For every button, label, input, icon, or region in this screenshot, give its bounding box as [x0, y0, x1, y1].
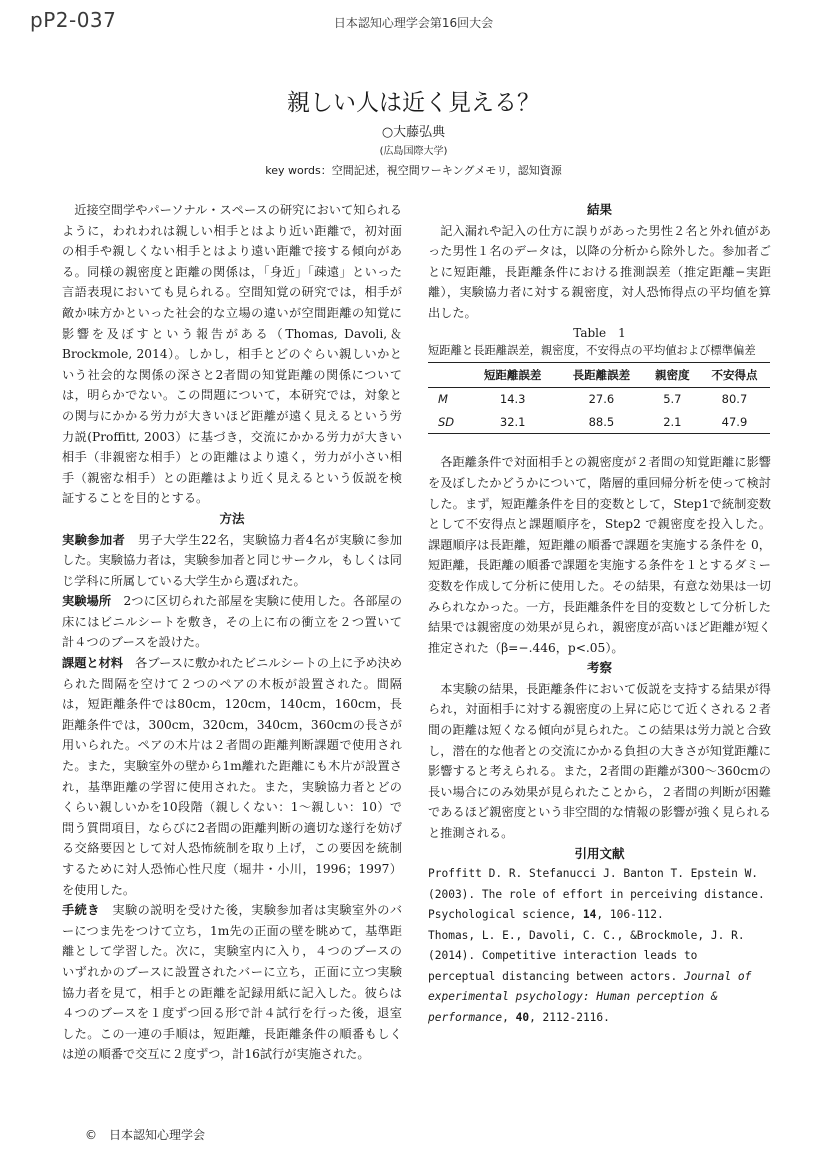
- table-cell: 14.3: [499, 392, 526, 407]
- table-cell: 47.9: [699, 411, 770, 434]
- table-caption: Table 1: [573, 325, 626, 340]
- procedure-paragraph: [62, 900, 402, 1065]
- reference-item: [428, 926, 771, 1029]
- results-heading: 結果: [586, 202, 612, 217]
- table-header-cell: 不安得点: [699, 362, 770, 388]
- materials-text: 各ブースに敷かれたビニルシートの上に予め決められた間隔を空けて２つのペアの木板が設置された。間隔は，短距離条件では80cm，120cm，140cm，160cm，長距離条件では，300cm，320cm，340cm，360cmの長さが用いられた。ペアの木片は２者間の距離判断課題で使用された。また，実験室外の壁から1m離れた距離にも木片が設置され，基準距離の学習に使用された。また，実験協力者とどのくらい親しいかを10段階（親しくない：1～親しい：10）で問う質問項目，ならびに2者間の距離判断の適切な遂行を妨げる交絡要因として対人恐怖統制を取り上げ，この要因を統制するために対人恐怖心性尺度（堀井・小川，1996；1997）を使用した。: [62, 656, 403, 897]
- place-label: 実験場所: [62, 594, 112, 609]
- copyright: © 日本認知心理学会: [85, 1128, 206, 1142]
- reference-journal: Journal of experimental psychology: Human perception & performance: [428, 969, 752, 1024]
- table-header-cell: 長距離誤差: [557, 362, 646, 388]
- participants-label: 実験参加者: [62, 532, 126, 547]
- reference-separator: ,: [502, 1010, 516, 1024]
- paper-title: 親しい人は近く見える？: [287, 90, 540, 116]
- table-cell: 88.5: [557, 411, 646, 434]
- table-row-label: SD: [428, 411, 468, 434]
- affiliation: (広島国際大学): [379, 146, 448, 157]
- materials-label: 課題と材料: [62, 656, 123, 671]
- right-column: [428, 200, 771, 1028]
- place-paragraph: [62, 591, 402, 653]
- materials-paragraph: [62, 653, 402, 900]
- table-cell: 2.1: [646, 411, 699, 434]
- table-description: 短距離と長距離誤差，親密度，不安得点の平均値および標準偏差: [428, 343, 756, 357]
- reference-text: Proffitt D. R. Stefanucci J. Banton T. Epstein W. (2003). The role of effort in perceiving distance. Psychological science,: [428, 867, 765, 922]
- table-row-label: M: [438, 392, 448, 407]
- intro-paragraph: 近接空間学やパーソナル・スペースの研究において知られるように，われわれは親しい相手とはより近い距離で，初対面の相手や親しくない相手とはより遠い距離で接する傾向がある。同様の親密度と距離の関係は，「身近」「疎遠」といった言語表現においても見られる。空間知覚の研究では，相手が敵か味方かといった社会的な立場の違いが空間距離の知覚に影響を及ぼすという報告がある（Thomas, Davoli,＆Brockmole, 2014）。しかし，相手とどのぐらい親しいかという社会的な関係の深さと2者間の知覚距離の関係については，明らかでない。この問題について，本研究では，対象との関与にかかる労力が大きいほど距離が遠く見えるという労力説(Proffitt, 2003）に基づき，交流にかかる労力が大きい相手（非親密な相手）との距離はより遠く，労力が小さい相手（親密な相手）との距離はより近く見えるという仮説を検証することを目的とする。: [62, 203, 402, 506]
- place-text: 2つに区切られた部屋を実験に使用した。各部屋の床にはビニルシートを敷き，その上に布の衝立を２つ置いて計４つのブースを設けた。: [62, 594, 403, 650]
- table-cell: 27.6: [588, 392, 615, 407]
- table-cell: 5.7: [663, 392, 682, 407]
- results-paragraph-1: 記入漏れや記入の仕方に誤りがあった男性２名と外れ値があった男性１名のデータは，以降の分析から除外した。参加者ごとに短距離，長距離条件における推測誤差（推定距離−実距離），実験協力者に対する親密度，対人恐怖得点の平均値を算出した。: [428, 223, 771, 320]
- table-row: [428, 388, 770, 411]
- results-paragraph-2: 各距離条件で対面相手との親密度が２者間の知覚距離に影響を及ぼしたかどうかについて，階層的重回帰分析を使って検討した。まず，短距離条件を目的変数として，Step1で統制変数として不安得点と課題順序を，Step2 で親密度を投入した。課題順序は長距離，短距離の順番で課題を実施する条件を 0，短距離，長距離の順番で課題を実施する条件を１とするダミー変数を作成して分析に使用した。その結果，有意な効果は一切みられなかった。一方，長距離条件を目的変数として分析した結果では親密度の効果が見られ，親密度が高いほど距離が短く推定された（β=−.446，p<.05）。: [428, 455, 771, 655]
- conference-name: 日本認知心理学会第16回大会: [333, 16, 494, 30]
- keywords: key words：空間記述，視空間ワーキングメモリ，認知資源: [265, 164, 562, 177]
- poster-id: pP2-037: [30, 8, 117, 32]
- table-header-cell: [428, 362, 468, 388]
- reference-text: Thomas, L. E., Davoli, C. C., &Brockmole, J. R. (2014). Competitive interaction leads to perceptual distancing between actors.: [428, 928, 745, 983]
- table-cell: 80.7: [721, 392, 748, 407]
- method-heading: 方法: [219, 510, 245, 526]
- table-cell: 32.1: [468, 411, 557, 434]
- table-header-cell: 親密度: [646, 362, 699, 388]
- reference-pages: , 106-112.: [596, 908, 664, 922]
- table-header-row: [428, 362, 770, 388]
- discussion-heading: 考察: [586, 660, 612, 676]
- references-heading: 引用文献: [574, 845, 625, 861]
- reference-pages: , 2112-2116.: [529, 1010, 610, 1024]
- procedure-label: 手続き: [62, 903, 100, 918]
- participants-text: 男子大学生22名，実験協力者4名が実験に参加した。実験協力者は，実験参加者と同じサークル，もしくは同じ学科に所属している大学生から選ばれた。: [62, 532, 403, 588]
- reference-volume: 40: [515, 1010, 530, 1024]
- reference-item: [428, 864, 771, 926]
- procedure-text: 実験の説明を受けた後，実験参加者は実験室外のバーにつま先をつけて立ち，1m先の正面の壁を眺めて，基準距離として学習した。次に，実験室内に入り，４つのブースのいずれかのブースに設置されたバーに立ち，正面に立つ実験協力者を見て，相手との距離を記録用紙に記入した。彼らは４つのブースを１度ずつ回る形で計４試行を行った後，退室した。この一連の手順は，短距離，長距離条件の順番もしくは逆の順番で交互に２度ずつ，計16試行が実施された。: [62, 903, 403, 1062]
- participants-paragraph: [62, 530, 402, 592]
- table-row: [428, 411, 770, 434]
- left-column: [62, 200, 402, 1065]
- table-header-cell: 短距離誤差: [468, 362, 557, 388]
- results-table: [428, 362, 770, 435]
- author: ○大藤弘典: [381, 125, 446, 140]
- discussion-paragraph: 本実験の結果，長距離条件において仮説を支持する結果が得られ，対面相手に対する親密度の上昇に応じて近くされる２者間の距離は短くなる傾向が見られた。この結果は労力説と合致し，潜在的な他者との交流にかかる負担の大きさが知覚距離に影響すると考えられる。また，2者間の距離が300～360cmの長い場合にのみ効果が見られたことから，２者間の判断が困難であるほど親密度という非空間的な情報の影響が強く見られると推測される。: [428, 681, 771, 841]
- reference-volume: 14: [582, 908, 597, 922]
